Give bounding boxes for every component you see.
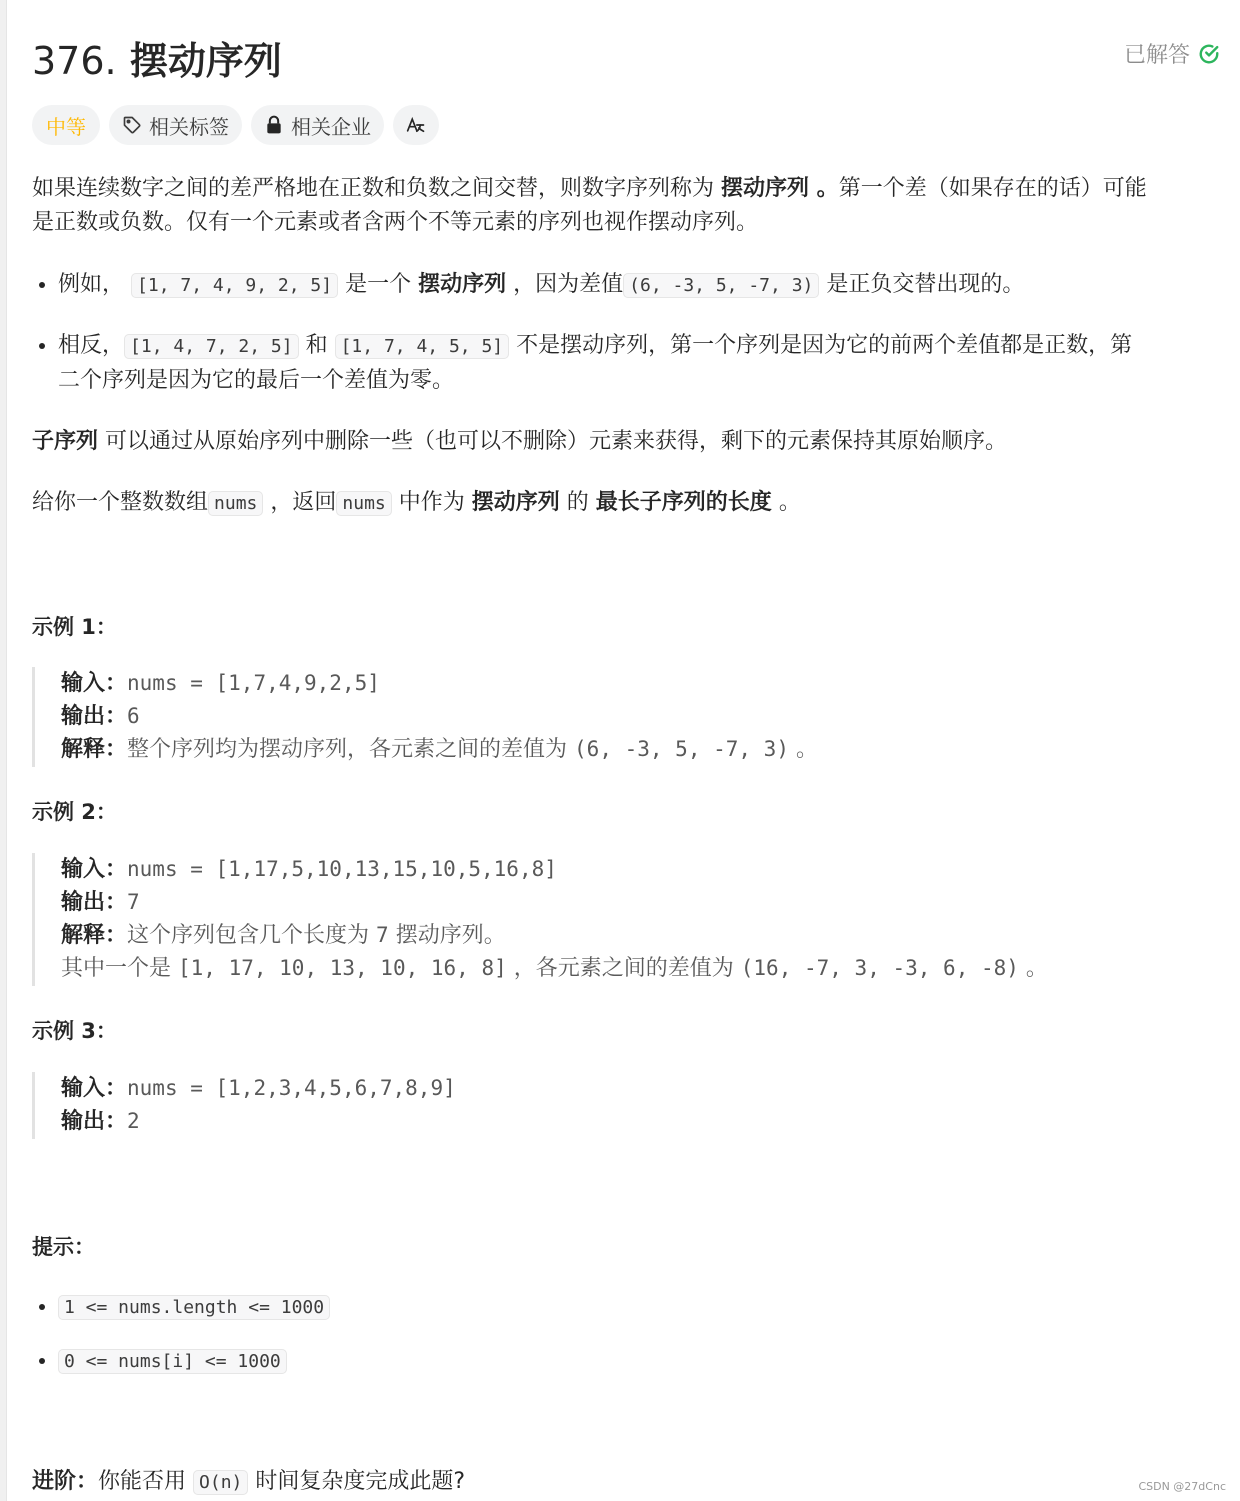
description-paragraph-3: 给你一个整数数组 nums ，返回 nums 中作为 摆动序列 的 最长子序列的长度 。 [32,490,801,515]
problem-title [32,30,282,85]
hints-heading: 提示： [32,1235,95,1259]
related-companies-button[interactable] [251,105,384,145]
example-3-output: 输出：2 [61,1109,140,1134]
example-2-block [32,853,1048,986]
inline-code: nums [208,491,263,516]
example-3-input: 输入：nums = [1,2,3,4,5,6,7,8,9] [61,1076,456,1101]
inline-code: 1 <= nums.length <= 1000 [58,1295,330,1320]
example-2-heading: 示例 2： [32,800,117,824]
example-1-heading: 示例 1： [32,615,117,639]
related-tags-button[interactable] [109,105,242,145]
description-bullets-2 [32,329,1222,398]
check-circle-icon [1198,43,1220,65]
example-2-output: 输出：7 [61,890,140,915]
inline-code: O(n) [193,1470,248,1495]
translate-icon [406,115,426,135]
problem-number: 376. [32,39,117,83]
translate-button[interactable] [393,105,439,145]
inline-code: 0 <= nums[i] <= 1000 [58,1349,287,1374]
inline-code: nums [336,491,391,516]
example-3-heading: 示例 3： [32,1019,117,1043]
list-item: • 例如， [1, 7, 4, 9, 2, 5] 是一个 摆动序列 ，因为差值 (6, -3, 5, -7, 3) 是正负交替出现的。 [58,268,1222,303]
example-1-output: 输出：6 [61,704,140,729]
solved-label: 已解答 [1123,43,1190,68]
hints-list [32,1290,330,1325]
related-tags-label: 相关标签 [149,114,229,139]
hints-list-2 [32,1344,287,1379]
inline-code: (6, -3, 5, -7, 3) [623,273,819,298]
watermark: CSDN @27dCnc [1138,1480,1226,1493]
example-1-explanation: 解释：整个序列均为摆动序列，各元素之间的差值为 (6, -3, 5, -7, 3) 。 [61,737,818,762]
problem-name: 摆动序列 [129,39,282,83]
example-1-block [32,667,818,767]
inline-code: [1, 7, 4, 5, 5] [335,334,510,359]
example-3-block [32,1072,456,1139]
example-1-input: 输入：nums = [1,7,4,9,2,5] [61,671,380,696]
list-item: • 相反， [1, 4, 7, 2, 5] 和 [1, 7, 4, 5, 5] 不是摆动序列，第一个序列是因为它的前两个差值都是正数，第 二个序列是因为它的最后一个差值为零。 [58,329,1222,398]
tag-icon [122,115,142,135]
solved-status [1124,38,1220,69]
description-paragraph-1: 如果连续数字之间的差严格地在正数和负数之间交替，则数字序列称为 摆动序列 。第一个差（如果存在的话）可能 是正数或负数。仅有一个元素或者含两个不等元素的序列也视作摆动序列。 [32,176,1147,235]
example-2-explanation-line-2: 其中一个是 [1, 17, 10, 13, 10, 16, 8] ，各元素之间的差值为 (16, -7, 3, -3, 6, -8) 。 [61,956,1048,981]
inline-code: [1, 7, 4, 9, 2, 5] [131,273,338,298]
list-item [58,1290,330,1325]
advanced-section: 进阶：你能否用 O(n) 时间复杂度完成此题? [32,1469,466,1494]
example-2-input: 输入：nums = [1,17,5,10,13,15,10,5,16,8] [61,857,557,882]
example-2-explanation: 解释：这个序列包含几个长度为 7 摆动序列。 [61,923,506,948]
lock-icon [264,115,284,135]
description-bullets-1 [32,268,1222,303]
tag-bar [32,105,439,145]
list-item [58,1344,287,1379]
description-paragraph-2: 子序列 可以通过从原始序列中删除一些（也可以不删除）元素来获得，剩下的元素保持其原始顺序。 [32,429,1008,454]
difficulty-badge[interactable]: 中等 [32,105,100,145]
related-companies-label: 相关企业 [291,114,371,139]
left-panel-border [0,0,7,1501]
inline-code: [1, 4, 7, 2, 5] [124,334,299,359]
